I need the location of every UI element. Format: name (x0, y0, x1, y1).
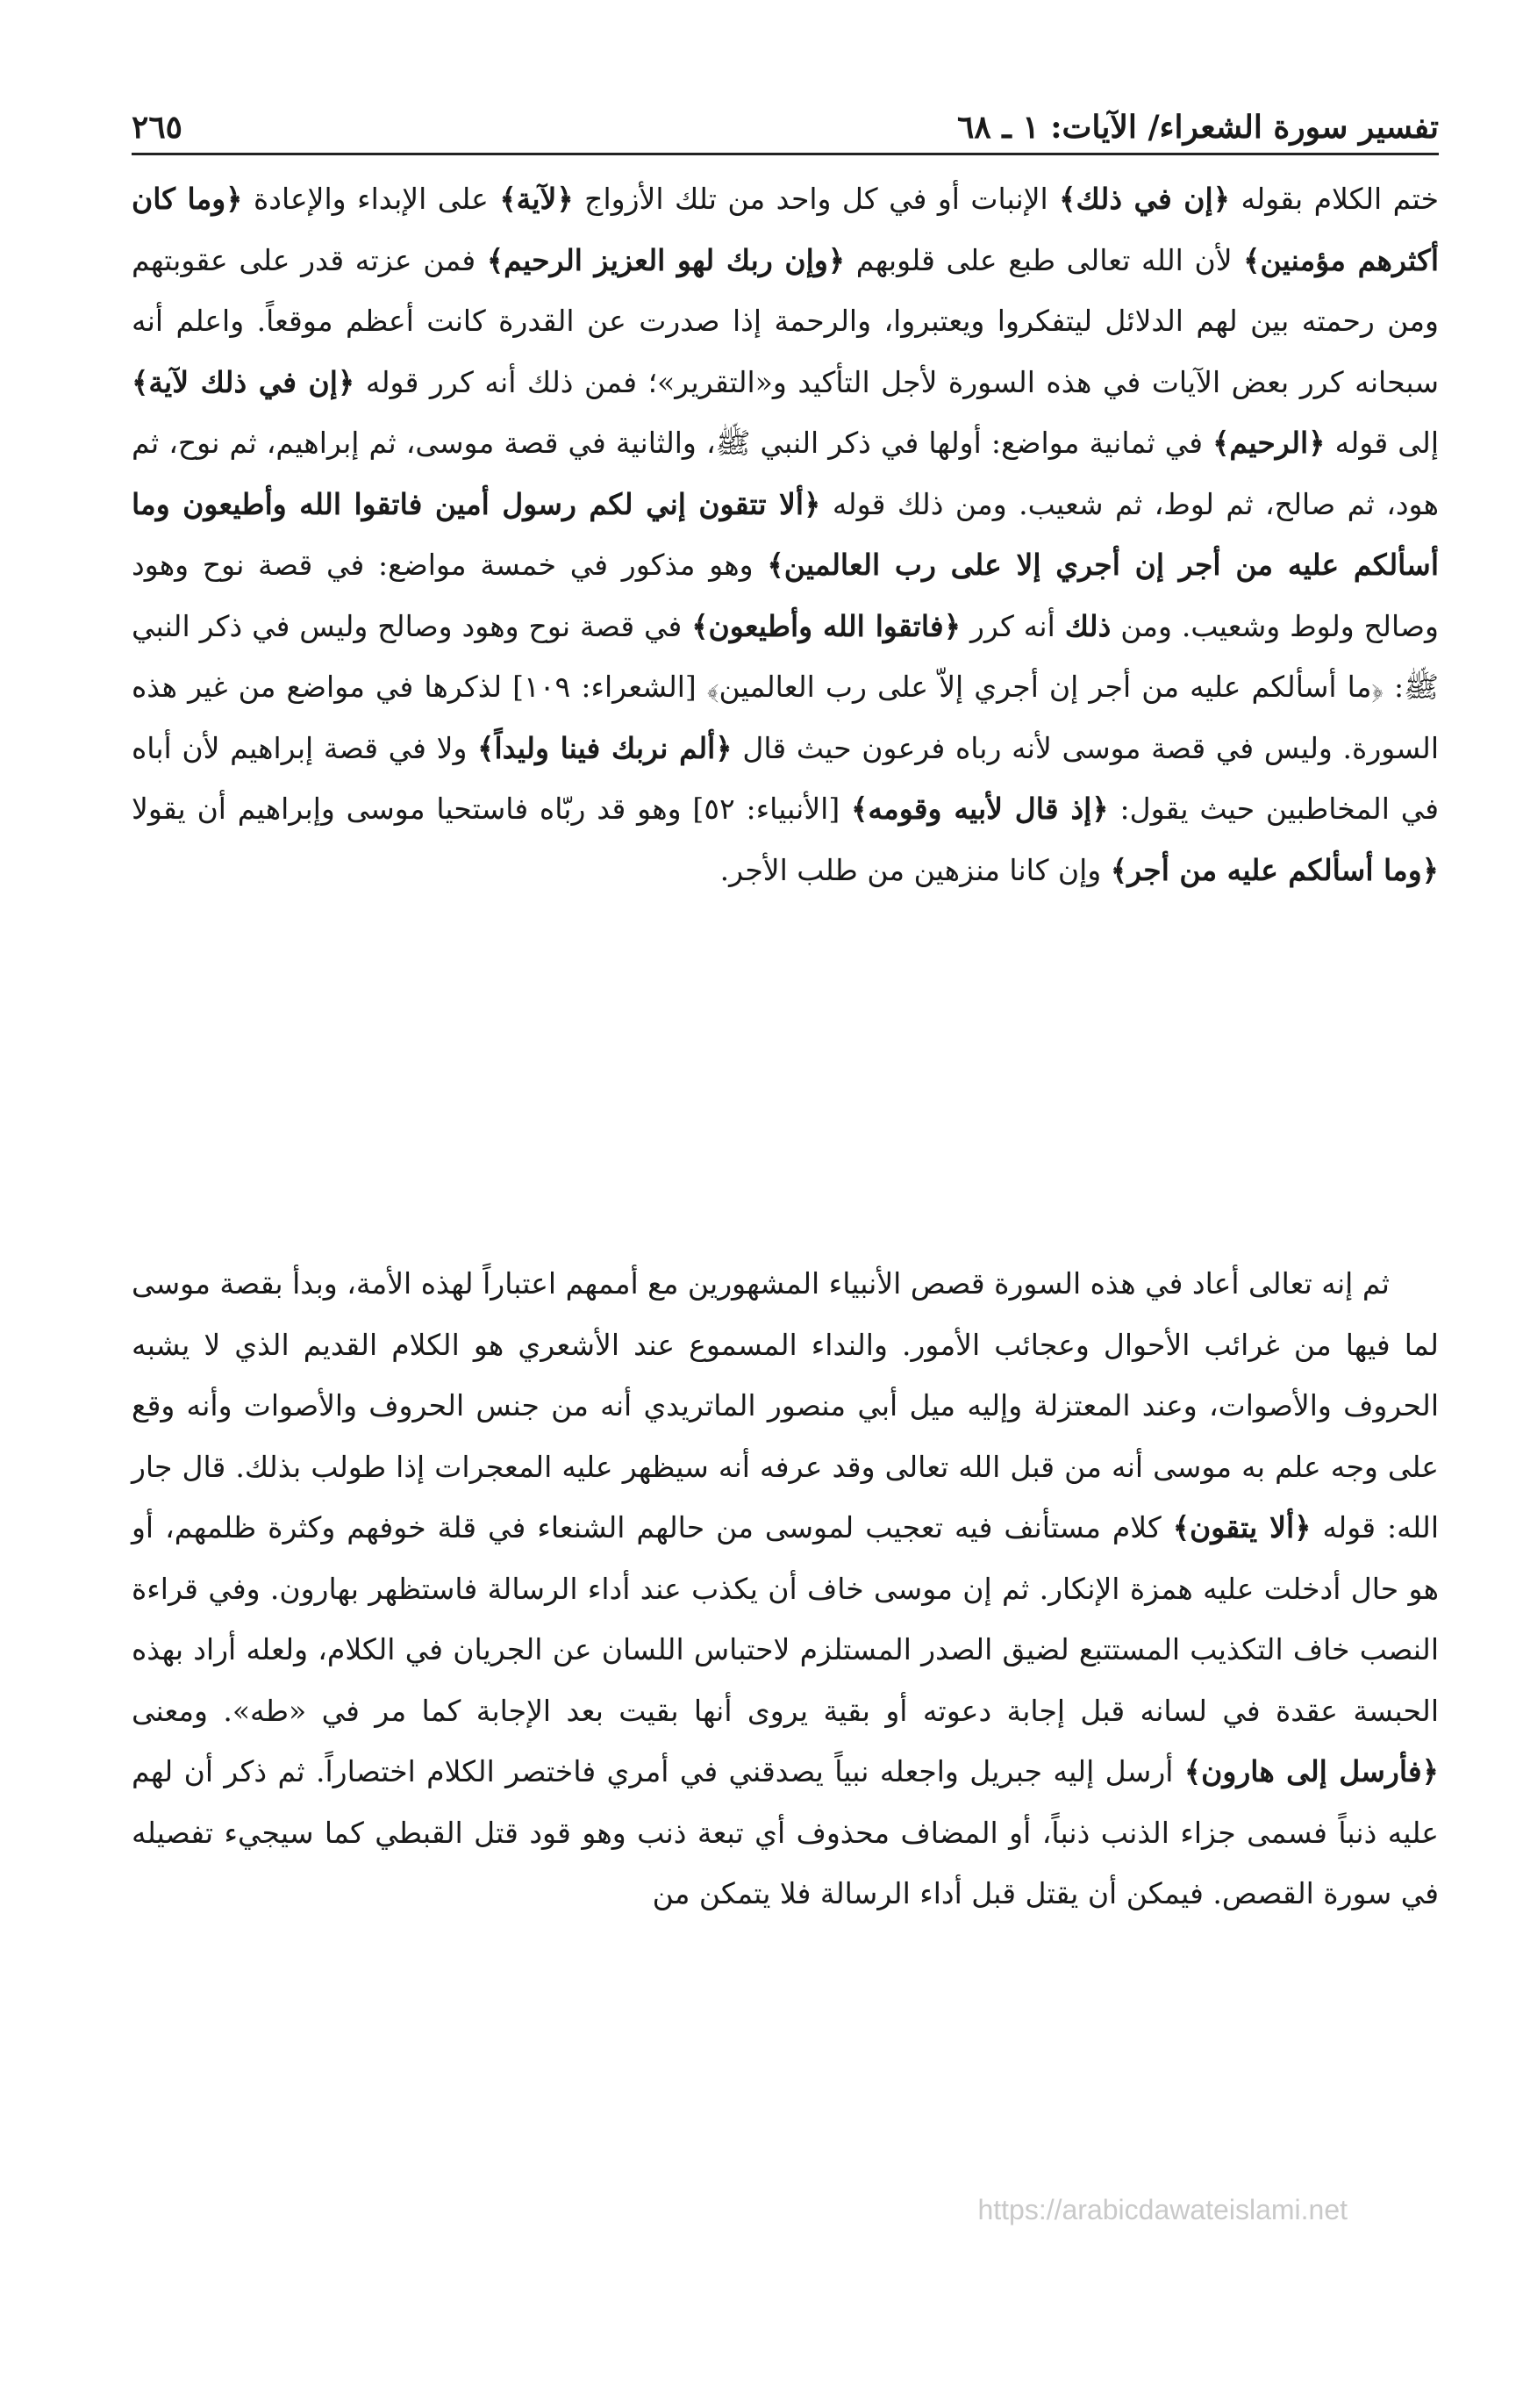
text-run: وإن كانا منزهين من طلب الأجر. (719, 852, 1111, 887)
quran-quote: ﴿ألم نربك فينا وليداً﴾ (477, 730, 733, 765)
quran-quote: ﴿إن في ذلك لآية﴾ (132, 364, 355, 399)
paragraph-1-text (132, 168, 1439, 900)
text-run: أرسل إليه جبريل واجعله نبياً يصدقني في أمري فاختصر الكلام اختصاراً. ثم ذكر أن لهم عليه ذنباً فسمى جزاء الذنب ذنباً، أو المضاف محذوف أي تبعة ذنب وهو قود قتل القبطي كما سيجيء تفصيله في سورة القصص. فيمكن أن يقتل قبل أداء الرسالة فلا يتمكن من (132, 1754, 1439, 1910)
text-run: [الشعراء: ١٠٩] لذكرها في مواضع من غير هذه السورة. وليس في قصة موسى لأنه رباه فرعون حيث قال (132, 670, 1439, 765)
quran-quote: ﴿لآية﴾ (499, 182, 574, 216)
watermark-url: https://arabicdawateislami.net (977, 2194, 1348, 2225)
text-run: على الإبداء والإعادة (242, 182, 500, 216)
quran-quote: ﴿الرحيم﴾ (1212, 426, 1326, 460)
text-run: ختم الكلام بقوله (1230, 182, 1439, 216)
text-run: وهو مذكور في خمسة مواضع: في قصة نوح وهود وصالح ولوط وشعيب. ومن (132, 548, 1439, 643)
quran-quote: ﴿ألا تتقون إني لكم رسول أمين فاتقوا الله وأطيعون وما أسألكم عليه من أجر إن أجري إلا على رب العالمين﴾ (132, 486, 1440, 582)
text-run: في قصة نوح وهود وصالح وليس في ذكر النبي ﷺ: (132, 608, 1440, 704)
text-run: كلام مستأنف فيه تعجيب لموسى من حالهم الشنعاء في قلة خوفهم وكثرة ظلمهم، أو هو حال أدخلت عليه همزة الإنكار. ثم إن موسى خاف أن يكذب عند أداء الرسالة فاستظهر بهارون. وفي قراءة النصب خاف التكذيب المستتبع لضيق الصدر المستلزم لاحتباس اللسان عن الجريان في الكلام، ولعله أراد بهذه الحبسة عقدة في لسانه قبل إجابة دعوته أو بقية يروى أنها بقيت بعد الإجابة كما مر في «طه». ومعنى (132, 1510, 1440, 1728)
text-run: أنه كرر (961, 608, 1065, 643)
paragraph-2 (132, 1253, 1439, 1924)
quran-quote: ﴿فأرسل إلى هارون﴾ (1183, 1754, 1439, 1788)
quran-quote: ﴿إذ قال لأبيه وقومه﴾ (851, 792, 1109, 826)
text-run: ولا في قصة إبراهيم لأن أباه في المخاطبين حيث يقول: (132, 730, 1440, 826)
quran-quote: ﴿وما أسألكم عليه من أجر﴾ (1110, 852, 1439, 887)
text-run: لأن الله تعالى طبع على قلوبهم (845, 242, 1244, 277)
quran-quote: ذلك (1064, 608, 1112, 643)
text-run: ثم إنه تعالى أعاد في هذه السورة قصص الأنبياء المشهورين مع أممهم اعتباراً لهذه الأمة، وبدأ بقصة موسى لما فيها من غرائب الأحوال وعجائب الأمور. والنداء المسموع عند الأشعري هو الكلام القديم الذي لا يشبه الحروف والأصوات، وعند المعتزلة وإليه ميل أبي منصور الماتريدي أنه من جنس الحروف والأصوات وأنه وقع على وجه علم به موسى أنه من قبل الله تعالى وقد عرفه أنه سيظهر عليه المعجرات إذا طولب بذلك. قال جار الله: قوله (132, 1266, 1439, 1544)
quran-quote: ﴿فاتقوا الله وأطيعون﴾ (691, 608, 962, 643)
text-run: ﴿ما أسألكم عليه من أجر إن أجري إلاّ على رب العالمين﴾ (706, 670, 1384, 704)
page-number: ٢٦٥ (132, 109, 183, 146)
text-run: في ثمانية مواضع: أولها في ذكر النبي ﷺ، والثانية في قصة موسى، ثم إبراهيم، ثم نوح، ثم هود، ثم صالح، ثم لوط، ثم شعيب. ومن ذلك قوله (132, 426, 1440, 521)
quran-quote: ﴿وإن ربك لهو العزيز الرحيم﴾ (486, 242, 846, 277)
paragraph-2-text (132, 1253, 1439, 1924)
text-run: الإنبات أو في كل واحد من تلك الأزواج (573, 182, 1060, 216)
quran-quote: ﴿ألا يتقون﴾ (1172, 1510, 1312, 1544)
text-run: إلى قوله (1325, 426, 1439, 460)
text-run: [الأنبياء: ٥٢] وهو قد ربّاه فاستحيا موسى وإبراهيم أن يقولا (132, 792, 852, 826)
page-header (132, 84, 1439, 155)
quran-quote: ﴿إن في ذلك﴾ (1059, 182, 1231, 216)
quran-quote: ﴿وما كان أكثرهم مؤمنين﴾ (132, 182, 1439, 277)
running-title: تفسير سورة الشعراء/ الآيات: ١ ـ ٦٨ (957, 109, 1439, 146)
paragraph-1 (132, 168, 1439, 900)
text-run: فمن عزته قدر على عقوبتهم ومن رحمته بين لهم الدلائل ليتفكروا ويعتبروا، والرحمة إذا صدرت عن القدرة كانت أعظم موقعاً. واعلم أنه سبحانه كرر بعض الآيات في هذه السورة لأجل التأكيد و«التقرير»؛ فمن ذلك أنه كرر قوله (132, 242, 1439, 399)
